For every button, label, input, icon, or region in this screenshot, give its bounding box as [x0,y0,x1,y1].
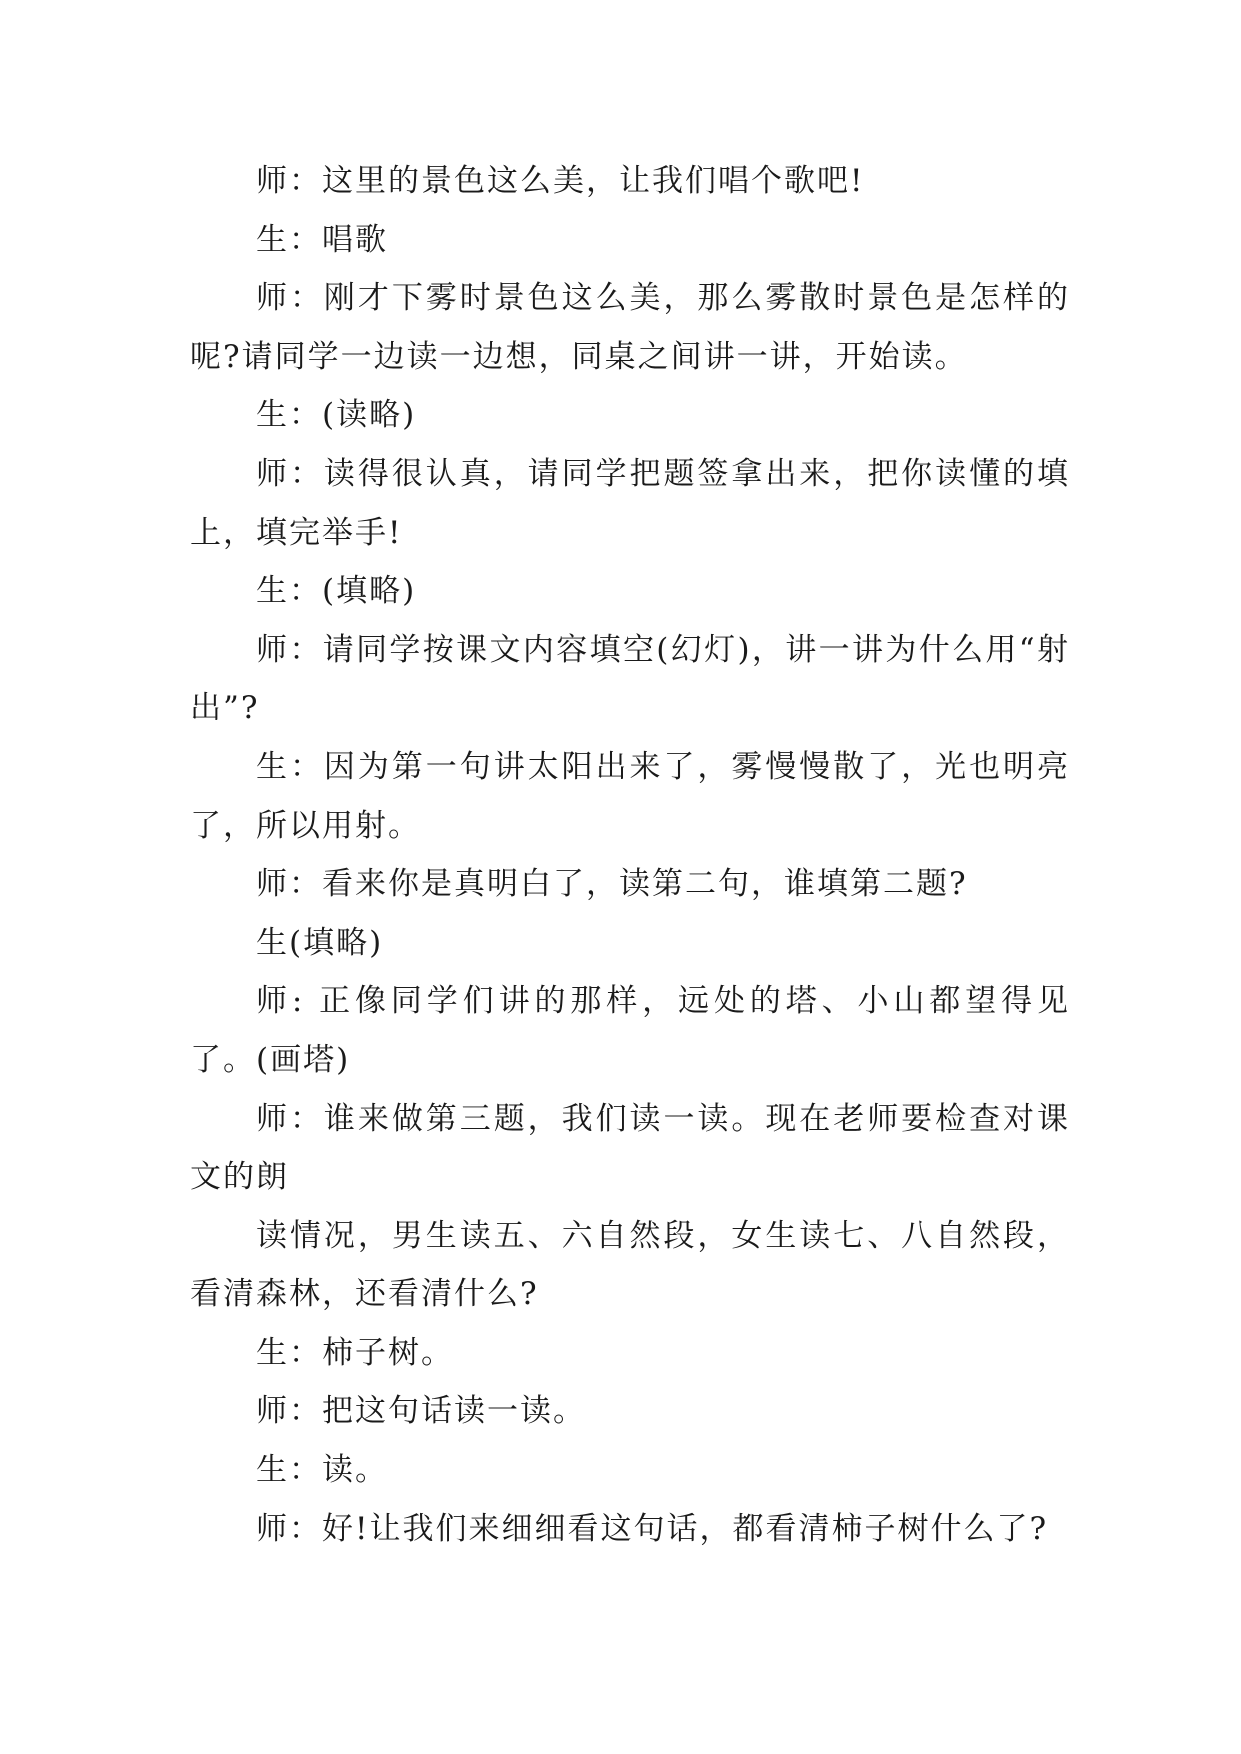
paragraph: 师：看来你是真明白了，读第二句，谁填第二题? [256,866,968,903]
paragraph: 师：把这句话读一读。 [256,1393,586,1430]
paragraph: 师：请同学按课文内容填空(幻灯)，讲一讲为什么用“射出”? [190,631,1070,727]
paragraph: 生：(填略) [256,573,417,610]
paragraph: 生：柿子树。 [256,1334,454,1371]
paragraph: 师：读得很认真，请同学把题签拿出来，把你读懂的填上，填完举手! [190,455,1070,551]
paragraph: 读情况，男生读五、六自然段，女生读七、八自然段，看清森林，还看清什么? [190,1217,1070,1313]
paragraph: 生：(读略) [256,397,417,434]
paragraph: 师：这里的景色这么美，让我们唱个歌吧! [256,163,865,199]
paragraph: 生：因为第一句讲太阳出来了，雾慢慢散了，光也明亮了，所以用射。 [190,748,1070,844]
paragraph: 师：谁来做第三题，我们读一读。现在老师要检查对课文的朗 [190,1100,1070,1196]
paragraph: 生：唱歌 [256,221,388,258]
paragraph: 师：好!让我们来细细看这句话，都看清柿子树什么了? [256,1510,1049,1547]
paragraph: 生：读。 [256,1452,388,1489]
document-body [190,152,1070,1558]
paragraph: 师：刚才下雾时景色这么美，那么雾散时景色是怎样的呢?请同学一边读一边想，同桌之间讲一讲，开始读。 [190,280,1070,375]
paragraph: 师: 正像同学们讲的那样，远处的塔、小山都望得见了。(画塔) [190,983,1070,1078]
paragraph: 生(填略) [256,924,384,961]
